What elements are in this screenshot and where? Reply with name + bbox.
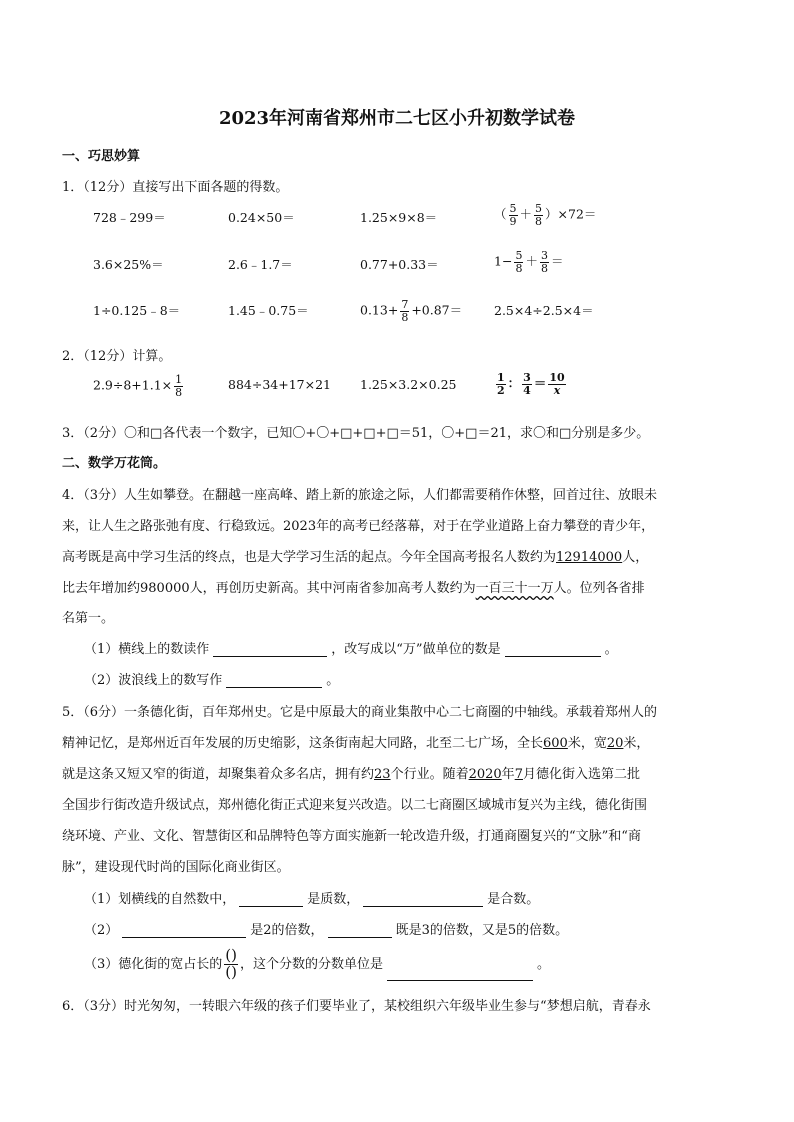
q2-c4: $\frac{1}{2}$ ： $\frac{3}{4}$ ＝ $\frac{10}{x}$	[497, 371, 565, 397]
q1-r1c3: 1.25×9×8＝	[360, 210, 438, 225]
q6-line1: 6．（3分）时光匆匆，一转眼六年级的孩子们要毕业了，某校组织六年级毕业生参与“梦想启航，青春永	[62, 999, 651, 1014]
q4-sub1: （1）横线上的数读作 ，改写成以“万”做单位的数是 。	[84, 642, 618, 657]
q4-line1: 4．（3分）人生如攀登。在翻越一座高峰、踏上新的旅途之际，人们都需要稍作休整，回首过往、放眼未	[62, 488, 658, 503]
underlined-number: 12914000	[556, 550, 623, 565]
q1-r2c3: 0.77+0.33＝	[360, 257, 439, 272]
question-2-stem: 2．（12分）计算。	[62, 349, 172, 364]
answer-blank[interactable]	[239, 892, 303, 907]
q5-sub2: （2） 是2的倍数， 既是3的倍数，又是5的倍数。	[84, 923, 569, 938]
fraction: $\frac{3}{4}$	[523, 371, 531, 397]
underlined-number: 23	[374, 767, 391, 782]
q5-line4: 全国步行街改造升级试点，郑州德化街正式迎来复兴改造。以二七商圈区域城市复兴为主线，德化街围	[62, 798, 648, 813]
fraction: $\frac{5}{9}$	[509, 202, 517, 228]
answer-blank[interactable]	[328, 923, 392, 938]
answer-blank[interactable]	[213, 642, 327, 657]
q5-line6: 脉”，建设现代时尚的国际化商业街区。	[62, 860, 290, 875]
q1-r1c2: 0.24×50＝	[228, 210, 295, 225]
question-3: 3．（2分）〇和□各代表一个数字，已知〇+〇+□+□+□＝51，〇+□＝21，求〇和□分别是多少。	[62, 426, 650, 441]
fraction: $\frac{3}{8}$	[540, 249, 548, 275]
q1-r3c3: 0.13+ $\frac{7}{8}$ +0.87＝	[360, 298, 463, 324]
q5-sub3: （3）德化街的宽占长的 $\frac{()}{()}$ ，这个分数的分数单位是 。	[84, 946, 551, 981]
page-title: 2023年河南省郑州市二七区小升初数学试卷	[218, 108, 576, 129]
q1-r3c2: 1.45﹣0.75＝	[228, 303, 309, 318]
q1-r3c4: 2.5×4÷2.5×4＝	[494, 303, 594, 318]
q4-sub2: （2）波浪线上的数写作 。	[84, 673, 340, 688]
answer-blank[interactable]	[505, 642, 601, 657]
q1-r2c2: 2.6﹣1.7＝	[228, 257, 293, 272]
q5-line3: 就是这条又短又窄的街道，却聚集着众多名店，拥有约23个行业。随着2020年7月德化街入选第二批	[62, 767, 640, 782]
answer-blank[interactable]	[226, 673, 322, 688]
q1-r2c4: 1− $\frac{5}{8}$ ＋ $\frac{3}{8}$ ＝	[494, 249, 564, 275]
fraction: $\frac{1}{8}$	[175, 373, 183, 399]
q2-c3: 1.25×3.2×0.25	[360, 377, 457, 392]
q5-line1: 5．（6分）一条德化街，百年郑州史。它是中原最大的商业集散中心二七商圈的中轴线。承载着郑州人的	[62, 705, 658, 720]
underlined-number: 7	[514, 767, 523, 782]
q5-line2: 精神记忆，是郑州近百年发展的历史缩影，这条街南起大同路，北至二七广场，全长600米，宽20米，	[62, 736, 650, 751]
underlined-number: 2020	[468, 767, 502, 782]
fraction: $\frac{5}{8}$	[535, 202, 543, 228]
q4-line3: 高考既是高中学习生活的终点，也是大学学习生活的起点。今年全国高考报名人数约为12914000人，	[62, 550, 649, 565]
paren-open: （	[494, 206, 507, 222]
fraction: $\frac{10}{x}$	[549, 371, 565, 397]
underlined-number: 600	[543, 736, 568, 751]
q2-c2: 884÷34+17×21	[228, 377, 331, 392]
fraction: $\frac{5}{8}$	[515, 249, 523, 275]
underlined-number: 20	[606, 736, 624, 751]
answer-blank[interactable]	[122, 923, 246, 938]
q4-line4: 比去年增加约980000人，再创历史新高。其中河南省参加高考人数约为一百三十一万人。位列各省排	[62, 581, 645, 596]
q5-line5: 绕环境、产业、文化、智慧街区和品牌特色等方面实施新一轮改造升级，打通商圈复兴的“文脉”和“商	[62, 829, 641, 844]
answer-blank[interactable]	[363, 892, 483, 907]
answer-blank[interactable]	[387, 966, 533, 981]
question-1-stem: 1．（12分）直接写出下面各题的得数。	[62, 180, 289, 195]
q5-sub1: （1）划横线的自然数中， 是质数， 是合数。	[84, 892, 540, 907]
q4-line5: 名第一。	[62, 611, 115, 626]
section-heading-2: 二、数学万花筒。	[62, 456, 167, 471]
fraction: $\frac{1}{2}$	[497, 371, 505, 397]
section-heading-1: 一、巧思妙算	[62, 149, 141, 164]
q1-r1c4: （ $\frac{5}{9}$ ＋ $\frac{5}{8}$ ）×72＝	[494, 202, 597, 228]
wavy-underlined-number: 一百三十一万	[475, 581, 554, 596]
q1-r3c1: 1÷0.125﹣8＝	[93, 303, 181, 318]
q1-r1c1: 728﹣299＝	[93, 210, 166, 225]
q4-line2: 来，让人生之路张弛有度、行稳致远。2023年的高考已经落幕，对于在学业道路上奋力攀登的青少年，	[62, 519, 655, 534]
q1-r2c1: 3.6×25%＝	[93, 257, 164, 272]
fraction: $\frac{()}{()}$	[225, 946, 237, 981]
fraction: $\frac{7}{8}$	[401, 298, 409, 324]
q2-c1: 2.9÷8+1.1× $\frac{1}{8}$	[93, 373, 183, 399]
